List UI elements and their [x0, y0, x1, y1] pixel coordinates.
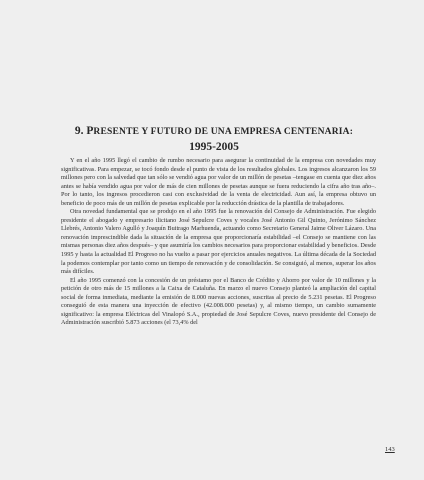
paragraph-2: Otra novedad fundamental que se produjo en el año 1995 fue la renovación del Consejo de Administración. Fue elegido presidente el abogado y empresario ilicitano José Sepulcre Coves y vocales José Antonio Gil Quinto, Jerónimo Sánchez Llebrés, Antonio Valero Agulló y Joaquín Buitrago Marhuenda, actuando como Secretario General Jaime Oliver Lázaro. Una renovación imprescindible dada la situación de la empresa que proporcionaría estabilidad –el Consejo se mantiene con las mismas personas diez años después– y que asumiría los cambios necesarios para proporcionar estabilidad y beneficios. Desde 1995 y hasta la actualidad El Progreso no ha vuelto a pasar por ejercicios anuales negativos. La última década de la Sociedad la podemos contemplar por tanto como un tiempo de renovación y de consolidación. Se consiguió, al menos, superar los años más difíciles.	[61, 208, 376, 276]
paragraph-1: Y en el año 1995 llegó el cambio de rumbo necesario para asegurar la continuidad de la empresa con novedades muy significativas. Para empezar, se tocó fondo desde el punto de vista de los resultados globales. Los ingresos alcanzaron los 59 millones pero con la salvedad que tan sólo se vendió agua por valor de un millón de pesetas –tengase en cuenta que diez años antes se había vendido agua por valor de más de cien millones de pesetas aunque se fuera reduciendo la cifra año tras año–. Por lo tanto, los ingresos procedieron casi con exclusividad de la venta de electricidad. Aun así, la empresa obtuvo un beneficio de poco más de un millón de pesetas explicable por la reducción drástica de la plantilla de trabajadores.	[61, 157, 376, 207]
heading-line1-rest: RESENTE Y FUTURO DE UNA EMPRESA CENTENARIA:	[93, 127, 354, 137]
section-number: 9.	[74, 125, 87, 137]
heading-years: 1995-2005	[189, 141, 239, 153]
body-text	[61, 157, 376, 328]
heading-initial: P	[86, 125, 94, 137]
paragraph-3: El año 1995 comenzó con la concesión de un préstamo por el Banco de Crédito y Ahorro por valor de 10 millones y la petición de otro más de 15 millones a la Caixa de Cataluña. En marzo el nuevo Consejo planteó la ampliación del capital social de forma inmediata, mediante la emisión de 8.000 nuevas acciones, suscritas al precio de 5.231 pesetas. El Progreso conseguió de esta manera una inyección de efectivo (42.008.000 pesetas) y, al mismo tiempo, un cambio sumamente significativo: la empresa Eléctricas del Vinalopó S.A., propiedad de José Sepulcre Coves, nuevo presidente del Consejo de Administración suscribió 5.873 acciones (el 73,4% del	[61, 276, 376, 327]
page-number: 143	[385, 446, 395, 453]
section-heading	[44, 124, 384, 155]
